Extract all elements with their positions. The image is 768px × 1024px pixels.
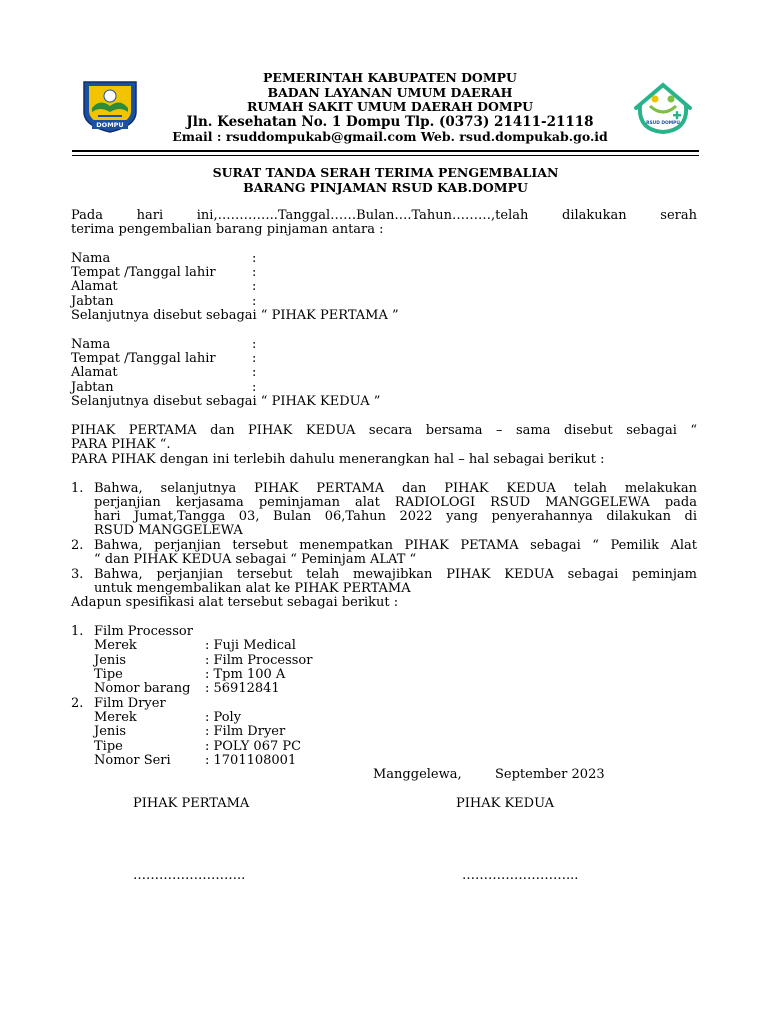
letterhead-rule-thin (72, 155, 699, 156)
joint-line-3: PARA PIHAK dengan ini terlebih dahulu menerangkan hal – hal sebagai berikut : (71, 452, 605, 467)
intro-line-1: Pada hari ini,…………..Tanggal……Bulan….Tahun………,telah dilakukan serah (71, 208, 697, 223)
rsud-dompu-logo (630, 80, 696, 136)
svg-text:DOMPU: DOMPU (96, 121, 124, 129)
party2-job-label: Jabtan (71, 380, 114, 395)
item-2-brand-label: Merek (94, 710, 137, 725)
intro-line-2: terima pengembalian barang pinjaman antara : (71, 222, 384, 237)
item-1-brand-value: : Fuji Medical (205, 638, 296, 653)
party1-address-colon: : (252, 279, 257, 294)
signature-right-line: ……………………... (462, 868, 579, 883)
signing-date: September 2023 (495, 767, 605, 782)
letterhead-rule-thick (72, 150, 699, 152)
item-1-number-label: Nomor barang (94, 681, 191, 696)
item-1-model-value: : Tpm 100 A (205, 667, 286, 682)
item-1-type-label: Jenis (94, 653, 127, 668)
party1-name-colon: : (252, 251, 257, 266)
item-2-type-value: : Film Dryer (205, 724, 286, 739)
party1-job-colon: : (252, 294, 257, 309)
point-3-number: 3. (71, 567, 84, 582)
signing-place: Manggelewa, (373, 767, 462, 782)
item-2-type-label: Jenis (94, 724, 127, 739)
point-2-line-1: Bahwa, perjanjian tersebut menempatkan PIHAK PETAMA sebagai “ Pemilik Alat (94, 538, 697, 553)
party2-birth-label: Tempat /Tanggal lahir (71, 351, 216, 366)
dompu-crest-logo (78, 78, 142, 134)
point-1-line-4: RSUD MANGGELEWA (94, 523, 243, 538)
item-1-model-label: Tipe (94, 667, 123, 682)
point-3-line-2: untuk mengembalikan alat ke PIHAK PERTAMA (94, 581, 411, 596)
item-1-brand-label: Merek (94, 638, 137, 653)
point-1-number: 1. (71, 481, 84, 496)
joint-line-1: PIHAK PERTAMA dan PIHAK KEDUA secara bersama – sama disebut sebagai “ (71, 423, 697, 438)
letterhead-line-1: PEMERINTAH KABUPATEN DOMPU (263, 70, 517, 85)
item-2-model-label: Tipe (94, 739, 123, 754)
party2-designation: Selanjutnya disebut sebagai “ PIHAK KEDUA ” (71, 394, 381, 409)
party2-job-colon: : (252, 380, 257, 395)
title-line-2: BARANG PINJAMAN RSUD KAB.DOMPU (243, 180, 528, 195)
party1-address-label: Alamat (71, 279, 118, 294)
letterhead-contact: Email : rsuddompukab@gmail.com Web. rsud.dompukab.go.id (172, 128, 608, 144)
point-2-number: 2. (71, 538, 84, 553)
party2-name-label: Nama (71, 337, 111, 352)
item-1-number: 1. (71, 624, 84, 639)
item-2-name: Film Dryer (94, 696, 166, 711)
party2-name-colon: : (252, 337, 257, 352)
party1-birth-colon: : (252, 265, 257, 280)
title-line-1: SURAT TANDA SERAH TERIMA PENGEMBALIAN (212, 165, 559, 180)
party1-name-label: Nama (71, 251, 111, 266)
letterhead-line-2: BADAN LAYANAN UMUM DAERAH (267, 84, 513, 100)
item-1-number-value: : 56912841 (205, 681, 280, 696)
item-2-serial-value: : 1701108001 (205, 753, 297, 768)
point-1-line-2: perjanjian kerjasama peminjaman alat RADIOLOGI RSUD MANGGELEWA pada (94, 495, 697, 510)
signature-left-label: PIHAK PERTAMA (133, 796, 250, 811)
document-title (72, 165, 699, 195)
item-2-model-value: : POLY 067 PC (205, 739, 302, 754)
point-3-line-1: Bahwa, perjanjian tersebut telah mewajibkan PIHAK KEDUA sebagai peminjam (94, 567, 697, 582)
item-1-name: Film Processor (94, 624, 193, 639)
party1-job-label: Jabtan (71, 294, 114, 309)
party2-birth-colon: : (252, 351, 257, 366)
letterhead-line-3: RUMAH SAKIT UMUM DAERAH DOMPU (246, 99, 534, 115)
joint-line-2: PARA PIHAK “. (71, 437, 171, 452)
point-1-line-3: hari Jumat,Tangga 03, Bulan 06,Tahun 2022 yang penyerahannya dilakukan di (94, 509, 697, 524)
svg-text:RSUD DOMPU: RSUD DOMPU (646, 121, 680, 126)
party2-address-label: Alamat (71, 365, 118, 380)
signature-left-line: …………………….. (133, 868, 246, 883)
point-1-line-1: Bahwa, selanjutnya PIHAK PERTAMA dan PIHAK KEDUA telah melakukan (94, 481, 697, 496)
item-2-serial-label: Nomor Seri (94, 753, 171, 768)
letterhead (150, 71, 630, 144)
item-2-number: 2. (71, 696, 84, 711)
signature-right-label: PIHAK KEDUA (456, 796, 555, 811)
point-2-line-2: “ dan PIHAK KEDUA sebagai “ Peminjam ALAT “ (94, 552, 417, 567)
letterhead-address: Jln. Kesehatan No. 1 Dompu Tlp. (0373) 21411-21118 (186, 113, 594, 130)
party2-address-colon: : (252, 365, 257, 380)
party1-birth-label: Tempat /Tanggal lahir (71, 265, 216, 280)
spec-intro: Adapun spesifikasi alat tersebut sebagai berikut : (71, 595, 399, 610)
party1-designation: Selanjutnya disebut sebagai “ PIHAK PERTAMA ” (71, 308, 399, 323)
item-1-type-value: : Film Processor (205, 653, 313, 668)
item-2-brand-value: : Poly (205, 710, 242, 725)
